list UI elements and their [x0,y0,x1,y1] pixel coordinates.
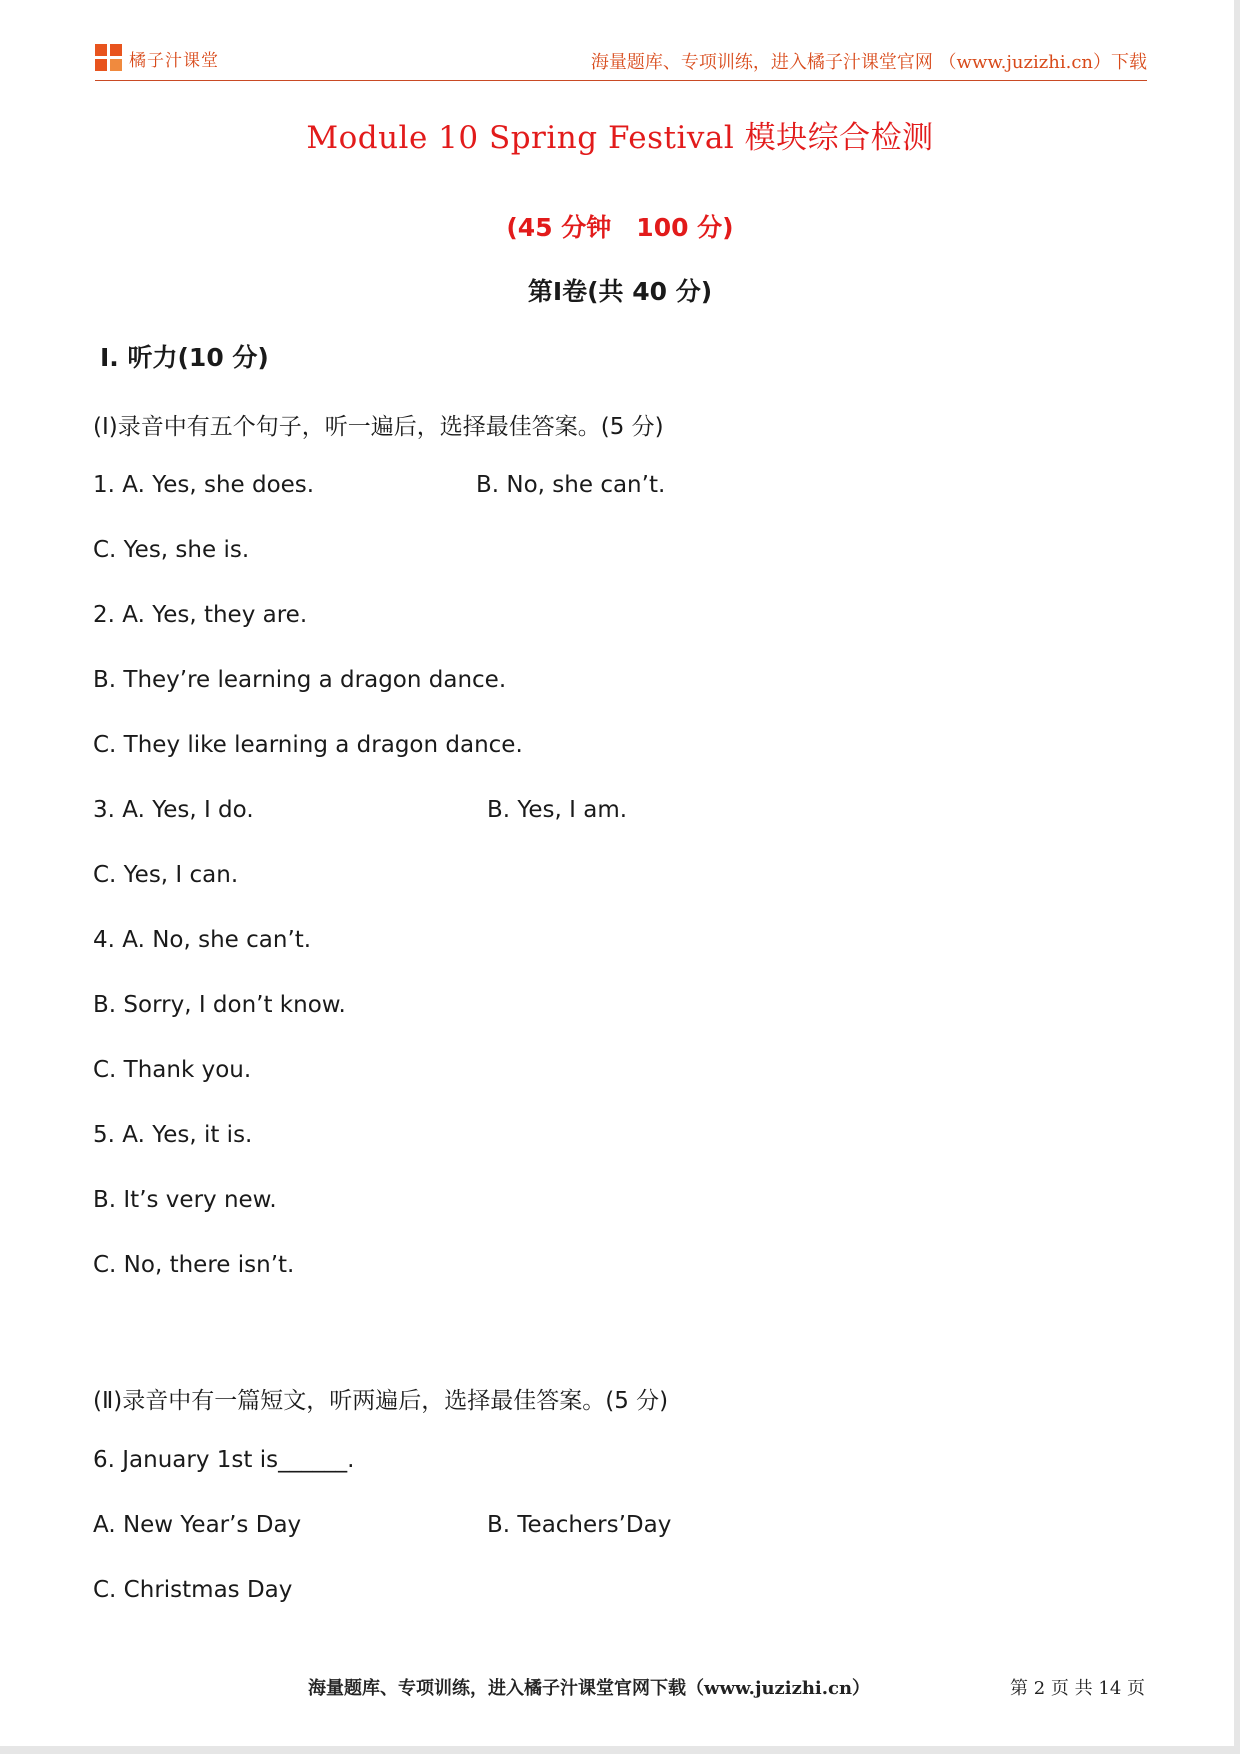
question-6-option-c: C. Christmas Day [93,1577,293,1603]
question-6-option-a: A. New Year’s Day [93,1512,302,1538]
question-3-option-b: B. Yes, I am. [487,797,628,823]
question-4-option-b: B. Sorry, I don’t know. [93,992,346,1018]
header-divider [95,80,1147,81]
question-1-option-c: C. Yes, she is. [93,537,250,563]
page-edge-right [1234,0,1240,1754]
question-1-option-b: B. No, she can’t. [476,472,666,498]
question-2-option-a: 2. A. Yes, they are. [93,602,308,628]
question-3-option-c: C. Yes, I can. [93,862,239,888]
question-5-option-a: 5. A. Yes, it is. [93,1122,253,1148]
question-5-option-c: C. No, there isn’t. [93,1252,295,1278]
question-5-option-b: B. It’s very new. [93,1187,277,1213]
question-2-option-c: C. They like learning a dragon dance. [93,732,523,758]
exam-duration-score: (45 分钟 100 分) [506,213,734,242]
question-1-option-a: 1. A. Yes, she does. [93,472,315,498]
page-header [95,44,1147,80]
logo-text: 橘子汁课堂 [129,50,219,71]
brand-logo [95,44,219,72]
footer-download-note: 海量题库、专项训练，进入橘子汁课堂官网下载（www.juzizhi.cn） [308,1678,871,1699]
question-6-stem: 6. January 1st is______. [93,1447,355,1473]
page-edge-bottom [0,1746,1240,1754]
part-heading: 第Ⅰ卷(共 40 分) [527,277,713,306]
logo-squares-icon [95,44,123,72]
question-4-option-c: C. Thank you. [93,1057,252,1083]
question-3-option-a: 3. A. Yes, I do. [93,797,254,823]
question-6-option-b: B. Teachers’Day [487,1512,672,1538]
page-title: Module 10 Spring Festival 模块综合检测 [306,120,934,156]
instruction-part-2: (Ⅱ)录音中有一篇短文，听两遍后，选择最佳答案。(5 分) [93,1388,669,1414]
section-heading-listening: Ⅰ. 听力(10 分) [100,343,269,372]
instruction-part-1: (Ⅰ)录音中有五个句子，听一遍后，选择最佳答案。(5 分) [93,414,664,440]
question-4-option-a: 4. A. No, she can’t. [93,927,312,953]
question-2-option-b: B. They’re learning a dragon dance. [93,667,507,693]
header-download-note: 海量题库、专项训练，进入橘子汁课堂官网 （www.juzizhi.cn）下载 [590,52,1147,73]
page-number: 第 2 页 共 14 页 [1010,1678,1145,1699]
